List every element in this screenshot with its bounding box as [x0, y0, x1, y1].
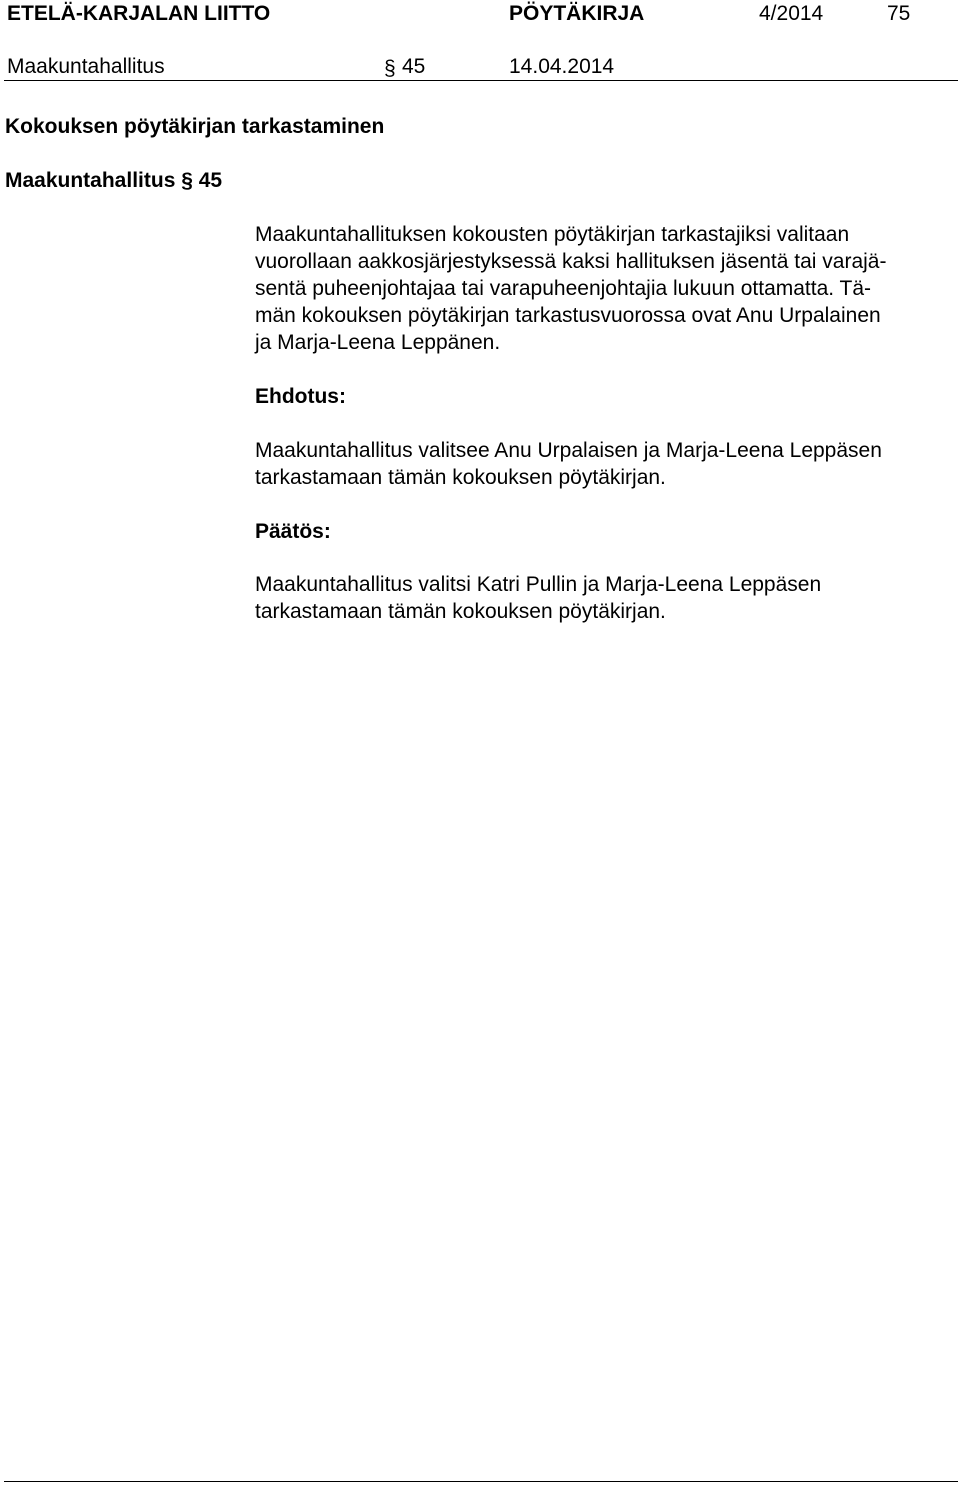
item-subtitle-symbol: §: [181, 169, 193, 192]
proposal-line: tarkastamaan tämän kokouksen pöytäkirjan.: [255, 466, 666, 489]
item-subtitle-body: Maakuntahallitus: [5, 169, 176, 192]
section-number: 45: [402, 55, 426, 78]
item-subtitle-number: 45: [198, 169, 223, 192]
item-subtitle: [5, 168, 222, 194]
proposal-label: Ehdotus:: [255, 385, 346, 408]
intro-line: vuorollaan aakkosjärjestyksessä kaksi hallituksen jäsentä tai varajä-: [255, 250, 887, 273]
intro-line: sentä puheenjohtajaa tai varapuheenjohtajia lukuun ottamatta. Tä-: [255, 277, 872, 300]
intro-line: Maakuntahallituksen kokousten pöytäkirjan tarkastajiksi valitaan: [255, 223, 850, 246]
document-type: PÖYTÄKIRJA: [509, 2, 645, 25]
intro-line: ja Marja-Leena Leppänen.: [255, 331, 501, 354]
intro-line: män kokouksen pöytäkirjan tarkastusvuorossa ovat Anu Urpalainen: [255, 304, 881, 327]
meeting-date: 14.04.2014: [509, 55, 615, 78]
issue-number: 4/2014: [759, 2, 824, 25]
header-body-name: Maakuntahallitus: [7, 55, 165, 78]
decision-paragraph: [255, 571, 955, 625]
page-number: 75: [887, 2, 911, 25]
header-divider: [4, 80, 958, 81]
organization-name: ETELÄ-KARJALAN LIITTO: [7, 2, 271, 25]
decision-label: Päätös:: [255, 520, 331, 543]
section-symbol: §: [384, 57, 396, 80]
footer-divider: [4, 1481, 958, 1482]
proposal-line: Maakuntahallitus valitsee Anu Urpalaisen ja Marja-Leena Leppäsen: [255, 439, 882, 462]
intro-paragraph: [255, 221, 955, 356]
decision-line: Maakuntahallitus valitsi Katri Pullin ja Marja-Leena Leppäsen: [255, 573, 822, 596]
item-title: Kokouksen pöytäkirjan tarkastaminen: [5, 115, 385, 138]
decision-line: tarkastamaan tämän kokouksen pöytäkirjan.: [255, 600, 666, 623]
proposal-paragraph: [255, 437, 955, 491]
